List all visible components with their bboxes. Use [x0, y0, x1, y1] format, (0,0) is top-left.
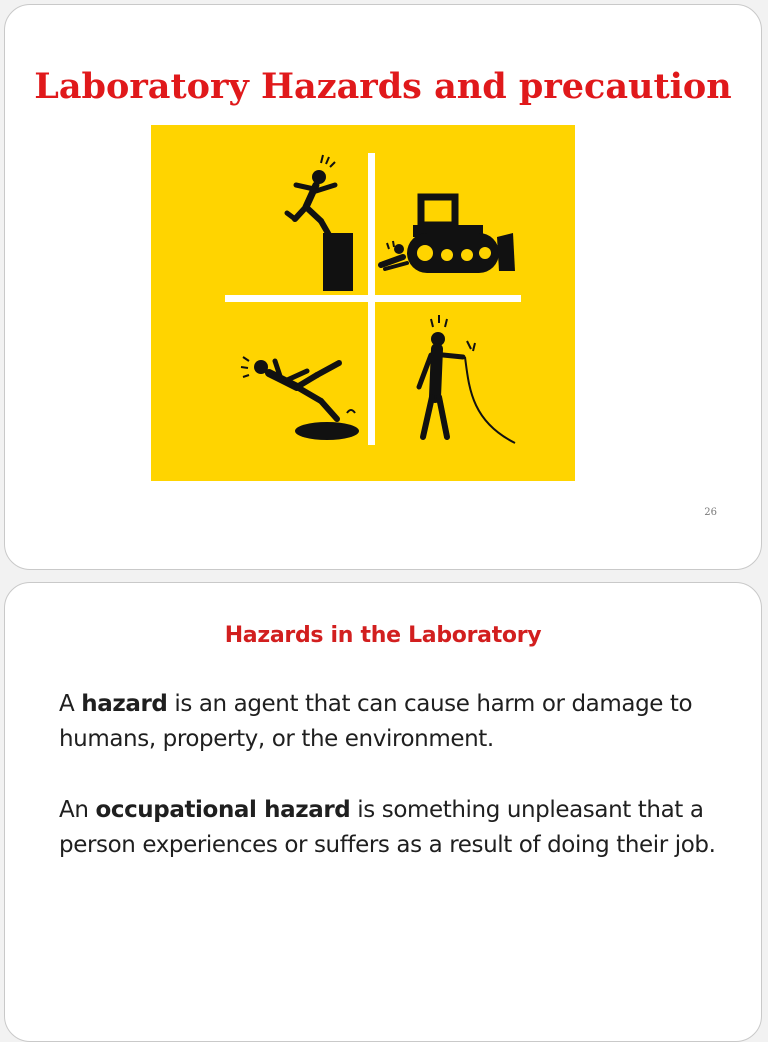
hazard-definition [59, 687, 739, 757]
definition-term: occupational hazard [95, 797, 351, 823]
page-number: 26 [704, 507, 717, 518]
slide-heading: Hazards in the Laboratory [224, 623, 542, 648]
definition-prefix: A [59, 691, 82, 717]
definition-text: is something unpleasant that a person experiences or suffers as a result of doing their job. [59, 797, 716, 858]
occupational-hazard-definition [59, 793, 739, 863]
slide-title: Laboratory Hazards and precaution [34, 66, 732, 107]
slide-27 [4, 582, 762, 1042]
definition-term: hazard [81, 691, 168, 717]
hazard-pictogram-image [151, 125, 575, 481]
definition-text: is an agent that can cause harm or damage to humans, property, or the environment. [59, 691, 693, 752]
slide-26 [4, 4, 762, 570]
definition-prefix: An [59, 797, 96, 823]
